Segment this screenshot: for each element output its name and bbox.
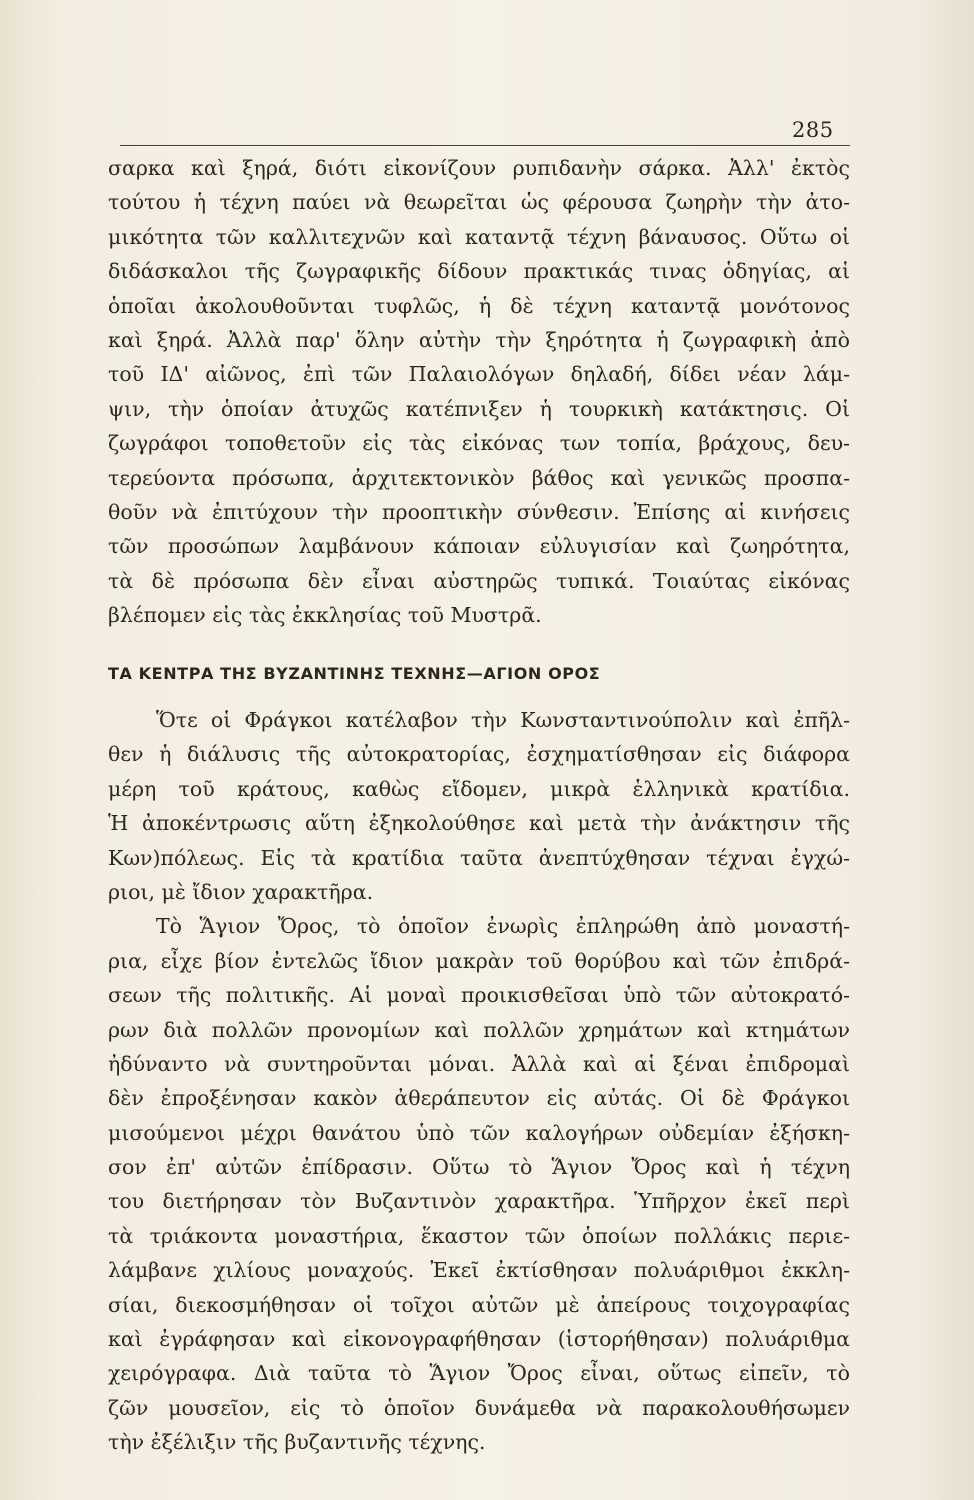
text-line: Ἡ ἀποκέντρωσις αὕτη ἐξηκολούθησε καὶ μετὰ τὴν ἀνάκτησιν τῆς	[108, 811, 850, 836]
text-line: μισούμενοι μέχρι θανάτου ὑπὸ τῶν καλογήρων οὐδεμίαν ἐξήσκη-	[108, 1120, 850, 1145]
text-line: Τὸ Ἅγιον Ὄρος, τὸ ὁποῖον ἐνωρὶς ἐπληρώθη ἀπὸ μοναστή-	[156, 914, 850, 939]
text-line: τὴν ἐξέλιξιν τῆς βυζαντινῆς τέχνης.	[108, 1430, 486, 1455]
text-line: καὶ ἐγράφησαν καὶ εἰκονογραφήθησαν (ἱστορήθησαν) πολυάριθμα	[108, 1327, 850, 1352]
text-line: τὰ τριάκοντα μοναστήρια, ἕκαστον τῶν ὁποίων πολλάκις περιε-	[108, 1223, 850, 1248]
text-line: μέρη τοῦ κράτους, καθὼς εἴδομεν, μικρὰ ἑλληνικὰ κρατίδια.	[108, 776, 850, 801]
text-line: βλέπομεν εἰς τὰς ἐκκλησίας τοῦ Μυστρᾶ.	[108, 603, 542, 628]
paragraph-2-and-3	[108, 703, 850, 1460]
text-line: διδάσκαλοι τῆς ζωγραφικῆς δίδουν πρακτικάς τινας ὁδηγίας, αἱ	[108, 259, 850, 284]
text-line: σαρκα καὶ ξηρά, διότι εἰκονίζουν ρυπιδανὴν σάρκα. Ἀλλ' ἐκτὸς	[108, 156, 850, 180]
text-line: σίαι, διεκοσμήθησαν οἱ τοῖχοι αὐτῶν μὲ ἀπείρους τοιχογραφίας	[108, 1292, 850, 1317]
text-line: ζῶν μουσεῖον, εἰς τὸ ὁποῖον δυνάμεθα νὰ παρακολουθήσωμεν	[108, 1395, 850, 1420]
text-line: λάμβανε χιλίους μοναχούς. Ἐκεῖ ἐκτίσθησαν πολυάριθμοι ἐκκλη-	[108, 1258, 850, 1283]
text-line: καὶ ξηρά. Ἀλλὰ παρ' ὅλην αὐτὴν τὴν ξηρότητα ἡ ζωγραφικὴ ἀπὸ	[108, 327, 850, 352]
text-line: Κων)πόλεως. Εἰς τὰ κρατίδια ταῦτα ἀνεπτύχθησαν τέχναι ἐγχώ-	[108, 845, 850, 870]
text-line: σον ἐπ' αὐτῶν ἐπίδρασιν. Οὕτω τὸ Ἅγιον Ὄρος καὶ ἡ τέχνη	[108, 1155, 850, 1180]
text-line: ἠδύναντο νὰ συντηροῦνται μόναι. Ἀλλὰ καὶ αἱ ξέναι ἐπιδρομαὶ	[108, 1051, 850, 1076]
page-number: 285	[792, 118, 834, 142]
text-line: δὲν ἐπροξένησαν κακὸν ἀθεράπευτον εἰς αὐτάς. Οἱ δὲ Φράγκοι	[108, 1086, 850, 1111]
text-line: ρια, εἶχε βίον ἐντελῶς ἴδιον μακρὰν τοῦ θορύβου καὶ τῶν ἐπιδρά-	[108, 948, 850, 973]
text-line: τοῦ ΙΔ' αἰῶνος, ἐπὶ τῶν Παλαιολόγων δηλαδή, δίδει νέαν λάμ-	[108, 362, 850, 387]
text-line: σεων τῆς πολιτικῆς. Αἱ μοναὶ προικισθεῖσαι ὑπὸ τῶν αὐτοκρατό-	[108, 983, 850, 1008]
text-line: χειρόγραφα. Διὰ ταῦτα τὸ Ἅγιον Ὄρος εἶναι, οὕτως εἰπεῖν, τὸ	[108, 1361, 850, 1386]
text-line: ὁποῖαι ἀκολουθοῦνται τυφλῶς, ἡ δὲ τέχνη καταντᾷ μονότονος	[108, 293, 850, 318]
text-line: τὰ δὲ πρόσωπα δὲν εἶναι αὐστηρῶς τυπικά. Τοιαύτας εἰκόνας	[108, 568, 850, 593]
text-line: ριοι, μὲ ἴδιον χαρακτῆρα.	[108, 879, 374, 904]
text-line: του διετήρησαν τὸν Βυζαντινὸν χαρακτῆρα. Ὑπῆρχον ἐκεῖ περὶ	[108, 1189, 850, 1214]
section-heading: ΤΑ ΚΕΝΤΡΑ ΤΗΣ ΒΥΖΑΝΤΙΝΗΣ ΤΕΧΝΗΣ—ΑΓΙΟΝ ΟΡΟΣ	[108, 664, 601, 683]
text-line: θεν ἡ διάλυσις τῆς αὐτοκρατορίας, ἐσχηματίσθησαν εἰς διάφορα	[108, 742, 850, 767]
text-line: τούτου ἡ τέχνη παύει νὰ θεωρεῖται ὡς φέρουσα ζωηρὴν τὴν ἀτο-	[108, 190, 850, 215]
text-line: Ὅτε οἱ Φράγκοι κατέλαβον τὴν Κωνσταντινούπολιν καὶ ἐπῆλ-	[156, 708, 850, 732]
text-line: ρων διὰ πολλῶν προνομίων καὶ πολλῶν χρημάτων καὶ κτημάτων	[108, 1017, 850, 1042]
text-line: τῶν προσώπων λαμβάνουν κάποιαν εὐλυγισίαν καὶ ζωηρότητα,	[108, 534, 850, 559]
text-line: ψιν, τὴν ὁποίαν ἀτυχῶς κατέπνιξεν ἡ τουρκικὴ κατάκτησις. Οἱ	[108, 396, 850, 421]
text-line: θοῦν νὰ ἐπιτύχουν τὴν προοπτικὴν σύνθεσιν. Ἐπίσης αἱ κινήσεις	[108, 499, 850, 524]
text-line: μικότητα τῶν καλλιτεχνῶν καὶ καταντᾷ τέχνη βάναυσος. Οὕτω οἱ	[108, 224, 850, 249]
text-line: τερεύοντα πρόσωπα, ἀρχιτεκτονικὸν βάθος καὶ γενικῶς προσπα-	[108, 465, 850, 490]
text-line: ζωγράφοι τοποθετοῦν εἰς τὰς εἰκόνας των τοπία, βράχους, δευ-	[108, 431, 850, 456]
header-rule	[120, 145, 850, 146]
paragraph-1	[108, 151, 850, 632]
